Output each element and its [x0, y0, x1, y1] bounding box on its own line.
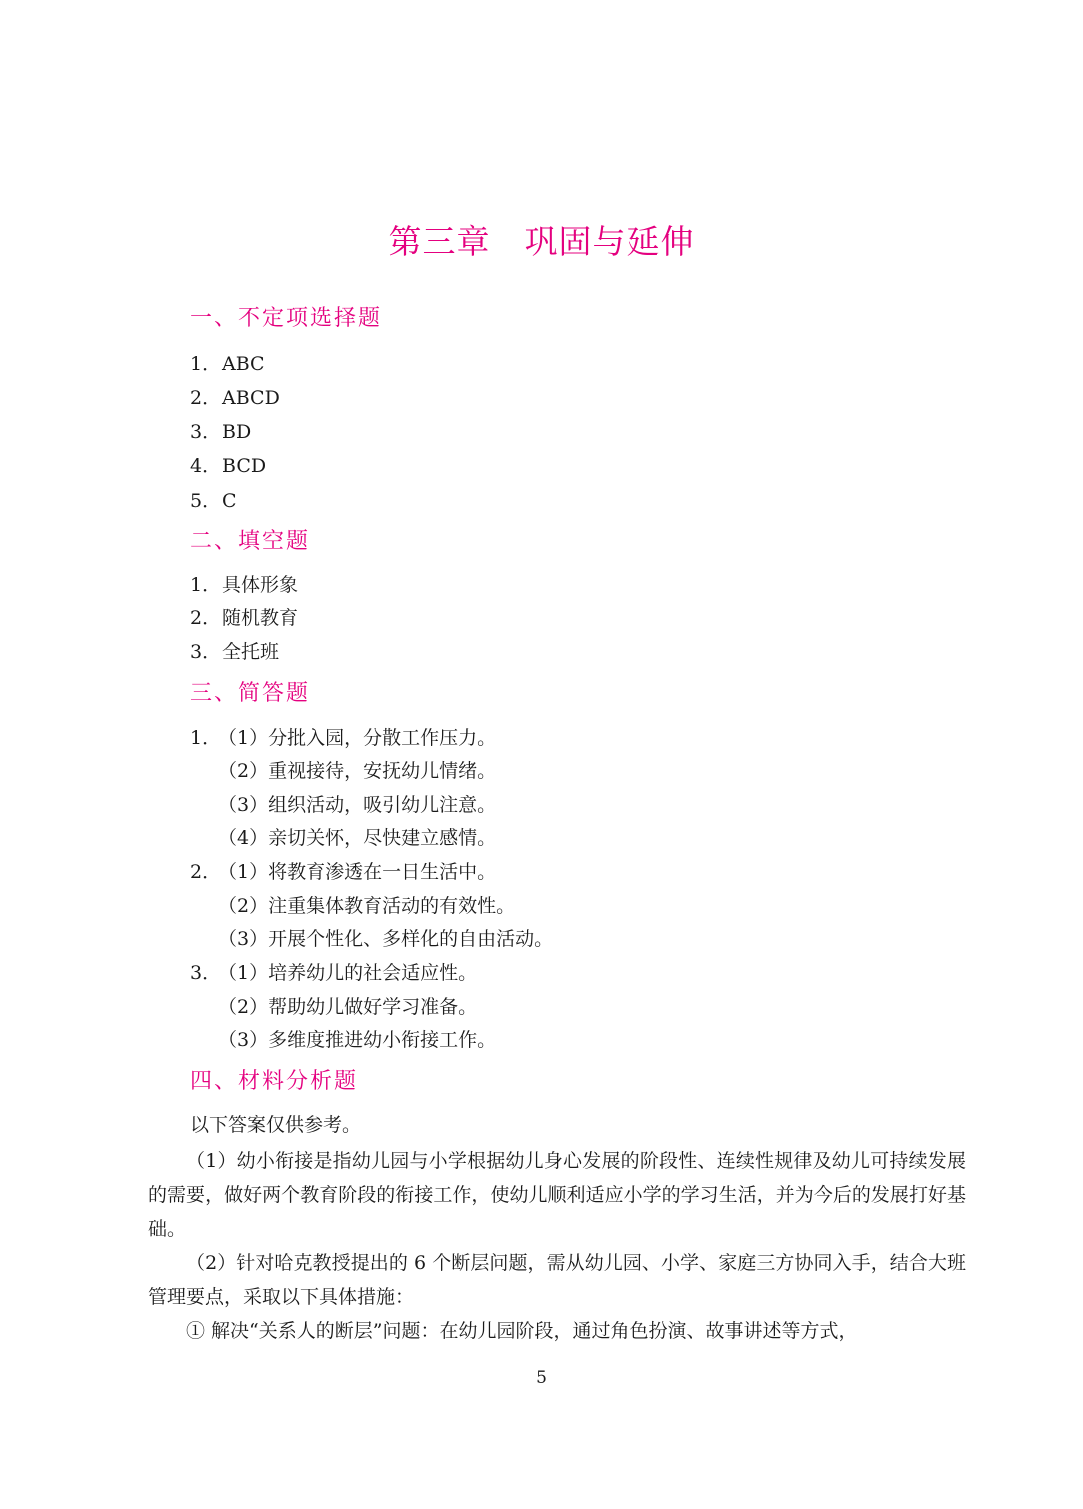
list-item: 3．全托班	[190, 641, 280, 663]
list-item: 2．ABCD	[190, 387, 280, 409]
section-heading-short-answer: 三、简答题	[190, 681, 311, 706]
list-item: （3）组织活动，吸引幼儿注意。	[218, 794, 497, 816]
section-heading-fill-blank: 二、填空题	[190, 529, 311, 554]
list-item: 1．ABC	[190, 353, 265, 375]
chapter-number: 第三章	[388, 222, 491, 261]
list-item: （2）重视接待，安抚幼儿情绪。	[218, 760, 497, 782]
list-item: 5．C	[190, 490, 237, 512]
paragraph: （2）针对哈克教授提出的 6 个断层问题，需从幼儿园、小学、家庭三方协同入手，结合大班管理要点，采取以下具体措施：	[148, 1252, 966, 1308]
paragraph: （1）幼小衔接是指幼儿园与小学根据幼儿身心发展的阶段性、连续性规律及幼儿可持续发展的需要，做好两个教育阶段的衔接工作，使幼儿顺利适应小学的学习生活，并为今后的发展打好基础。	[148, 1150, 966, 1240]
list-item: 1．（1）分批入园，分散工作压力。	[190, 727, 497, 749]
list-item: （3）多维度推进幼小衔接工作。	[218, 1029, 497, 1051]
list-item: （2）注重集体教育活动的有效性。	[218, 895, 516, 917]
reference-note: 以下答案仅供参考。	[190, 1114, 362, 1136]
page-number: 5	[536, 1368, 547, 1388]
list-item: 4．BCD	[190, 455, 267, 477]
paragraph: ① 解决“关系人的断层”问题：在幼儿园阶段，通过角色扮演、故事讲述等方式，	[186, 1320, 858, 1342]
list-item: 3．BD	[190, 421, 252, 443]
list-item: 2．（1）将教育渗透在一日生活中。	[190, 861, 497, 883]
list-item: 3．（1）培养幼儿的社会适应性。	[190, 962, 478, 984]
section-heading-multiple-choice: 一、不定项选择题	[190, 306, 383, 331]
chapter-name: 巩固与延伸	[524, 222, 695, 261]
list-item: 1．具体形象	[190, 574, 299, 596]
section-heading-material-analysis: 四、材料分析题	[190, 1069, 359, 1094]
list-item: 2．随机教育	[190, 607, 299, 629]
list-item: （4）亲切关怀，尽快建立感情。	[218, 827, 497, 849]
list-item: （3）开展个性化、多样化的自由活动。	[218, 928, 554, 950]
list-item: （2）帮助幼儿做好学习准备。	[218, 996, 478, 1018]
chapter-title	[0, 218, 1083, 266]
